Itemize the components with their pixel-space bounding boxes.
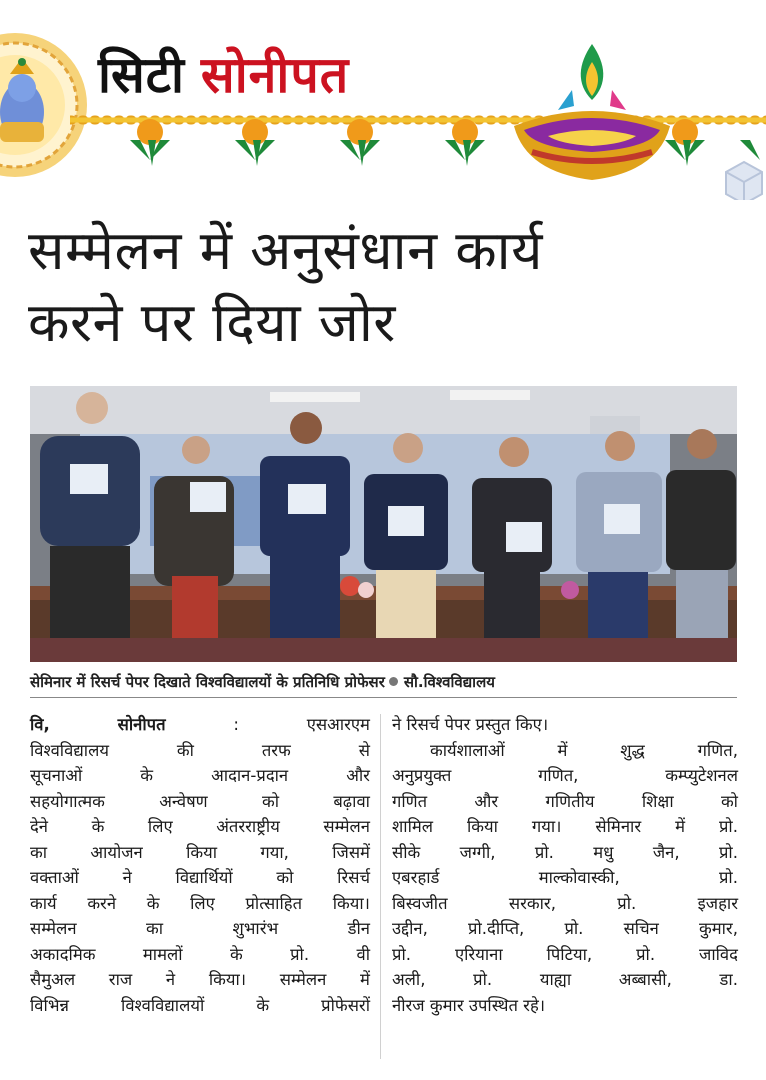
word: डा. — [719, 970, 738, 989]
word: के — [256, 995, 270, 1015]
word: प्रो. — [290, 944, 310, 964]
word: कुमार, — [698, 919, 738, 938]
word: में — [360, 970, 370, 989]
word: तरफ — [261, 740, 291, 760]
word: अब्बासी, — [618, 970, 672, 989]
article-line — [30, 967, 370, 993]
word: सम्मेलन — [30, 919, 77, 938]
word: सचिन — [623, 919, 659, 938]
word: किया। — [332, 893, 370, 913]
headline-line-2: करने पर दिया जोर — [28, 291, 396, 354]
word: प्रो. — [534, 842, 554, 862]
word: की — [176, 740, 194, 760]
word: इजहार — [697, 893, 738, 913]
word: गणित — [392, 791, 428, 811]
word: याह्या — [539, 970, 572, 989]
word: वी — [356, 944, 370, 964]
word: ने — [165, 970, 176, 989]
article-line — [30, 789, 370, 815]
word: जाविद — [699, 944, 738, 964]
word: पिटिया, — [546, 944, 593, 964]
word: माल्कोवास्की, — [538, 868, 620, 887]
article-line — [392, 814, 738, 840]
word: के — [146, 893, 160, 913]
word: मामलों — [142, 944, 183, 964]
word: से — [358, 740, 370, 760]
word: प्रो.दीप्ति, — [468, 919, 525, 938]
word: कार्य — [30, 893, 57, 913]
word: सेमिनार — [595, 817, 642, 836]
column-divider — [380, 714, 381, 1059]
word: ने — [122, 868, 132, 887]
word: विश्वविद्यालय — [30, 740, 109, 760]
word: : — [233, 715, 239, 734]
article-line — [30, 891, 370, 917]
word: जिसमें — [332, 842, 370, 862]
word: नीरज कुमार उपस्थित रहे। — [392, 995, 546, 1015]
article-column-right — [392, 712, 738, 1018]
word: लिए — [147, 817, 173, 836]
word: शिक्षा — [641, 791, 674, 811]
photo-caption — [30, 670, 737, 698]
word: प्रो. — [636, 944, 656, 964]
article-line — [392, 967, 738, 993]
word: प्रो. — [617, 893, 637, 913]
article-line — [392, 738, 738, 764]
word: जग्गी, — [459, 842, 496, 862]
word: रिसर्च — [337, 868, 370, 887]
credit-bullet-icon — [389, 677, 398, 686]
word: अकादमिक — [30, 944, 96, 964]
article-line — [30, 993, 370, 1019]
word: शुद्ध — [620, 740, 645, 760]
article-line — [30, 738, 370, 764]
article-line — [30, 916, 370, 942]
word: और — [474, 791, 499, 811]
word: वक्ताओं — [30, 868, 79, 887]
word: के — [140, 766, 154, 785]
word: का — [30, 842, 48, 862]
word: के — [229, 944, 243, 964]
word: सम्मेलन — [323, 817, 370, 836]
article-line — [392, 789, 738, 815]
word: सोनीपत — [117, 715, 166, 734]
article-line — [392, 840, 738, 866]
word: कम्प्युटेशनल — [665, 766, 738, 785]
word: बढ़ावा — [333, 791, 370, 811]
section-title-name: सोनीपत — [200, 46, 350, 104]
article-line — [392, 916, 738, 942]
word: के — [91, 817, 105, 836]
section-banner — [0, 0, 766, 200]
cube-watermark-icon — [722, 158, 766, 200]
article-line — [392, 865, 738, 891]
word: विद्यार्थियों — [175, 868, 233, 887]
section-title — [98, 38, 349, 108]
article-line — [30, 942, 370, 968]
word: गणितीय — [545, 791, 595, 811]
word: सहयोगात्मक — [30, 791, 105, 811]
word: में — [675, 817, 686, 836]
word: उद्दीन, — [392, 919, 428, 938]
section-title-city: सिटी — [98, 46, 185, 104]
word: को — [261, 791, 280, 811]
article-line — [30, 712, 370, 738]
word: गया। — [531, 817, 562, 836]
word: प्रो. — [718, 817, 738, 836]
diya-lamp-icon — [508, 40, 676, 190]
article-line — [392, 891, 738, 917]
word: वि, — [30, 715, 50, 734]
word: कार्यशालाओं — [430, 740, 505, 760]
word: डीन — [347, 919, 370, 938]
event-photo — [30, 386, 737, 662]
word: एसआरएम — [306, 715, 370, 734]
word: प्रो. — [718, 842, 738, 862]
article-line — [30, 814, 370, 840]
word: प्रो. — [473, 970, 493, 989]
word: शामिल — [392, 817, 434, 836]
word: अनुप्रयुक्त — [392, 766, 452, 785]
word: विश्वविद्यालयों — [121, 995, 205, 1015]
article-line — [392, 763, 738, 789]
word: देने — [30, 817, 49, 836]
article-line — [30, 840, 370, 866]
word: जैन, — [652, 842, 680, 862]
article-line — [392, 993, 738, 1019]
word: को — [276, 868, 294, 887]
word: मधु — [593, 842, 614, 862]
word: ने रिसर्च पेपर प्रस्तुत किए। — [392, 715, 549, 734]
word: और — [346, 766, 370, 785]
word: एरियाना — [454, 944, 503, 964]
word: करने — [87, 893, 117, 913]
word: आदान-प्रदान — [211, 766, 289, 785]
article-headline — [28, 215, 748, 359]
word: राज — [108, 970, 133, 989]
headline-line-1: सम्मेलन में अनुसंधान कार्य — [28, 219, 543, 282]
word: शुभारंभ — [232, 919, 279, 938]
article-line — [392, 712, 738, 738]
word: अली, — [392, 970, 426, 989]
word: सूचनाओं — [30, 766, 83, 785]
word: प्रो. — [564, 919, 584, 938]
word: को — [720, 791, 738, 811]
word: गणित, — [697, 740, 738, 760]
word: गया, — [260, 842, 289, 862]
caption-text: सेमिनार में रिसर्च पेपर दिखाते विश्वविद्यालयों के प्रतिनिधि प्रोफेसर — [30, 672, 385, 691]
word: प्रोत्साहित — [245, 893, 303, 913]
word: सीके — [392, 842, 421, 862]
word: अन्वेषण — [159, 791, 208, 811]
word: किया — [467, 817, 498, 836]
article-line — [392, 942, 738, 968]
word: में — [557, 740, 568, 760]
word: गणित, — [538, 766, 579, 785]
word: प्रोफेसरों — [321, 995, 370, 1015]
word: प्रो. — [392, 944, 412, 964]
word: लिए — [190, 893, 215, 913]
word: बिस्वजीत — [392, 893, 448, 913]
word: प्रो. — [718, 868, 738, 887]
article-line — [30, 763, 370, 789]
word: अंतरराष्ट्रीय — [216, 817, 280, 836]
word: का — [145, 919, 164, 938]
word: विभिन्न — [30, 995, 69, 1015]
word: किया — [186, 842, 218, 862]
word: सम्मेलन — [279, 970, 327, 989]
word: आयोजन — [90, 842, 143, 862]
word: सैमुअल — [30, 970, 76, 989]
word: एबरहार्ड — [392, 868, 440, 887]
article-line — [30, 865, 370, 891]
word: किया। — [208, 970, 247, 989]
word: सरकार, — [508, 893, 556, 913]
caption-credit: सौ.विश्वविद्यालय — [403, 672, 495, 691]
article-column-left — [30, 712, 370, 1018]
